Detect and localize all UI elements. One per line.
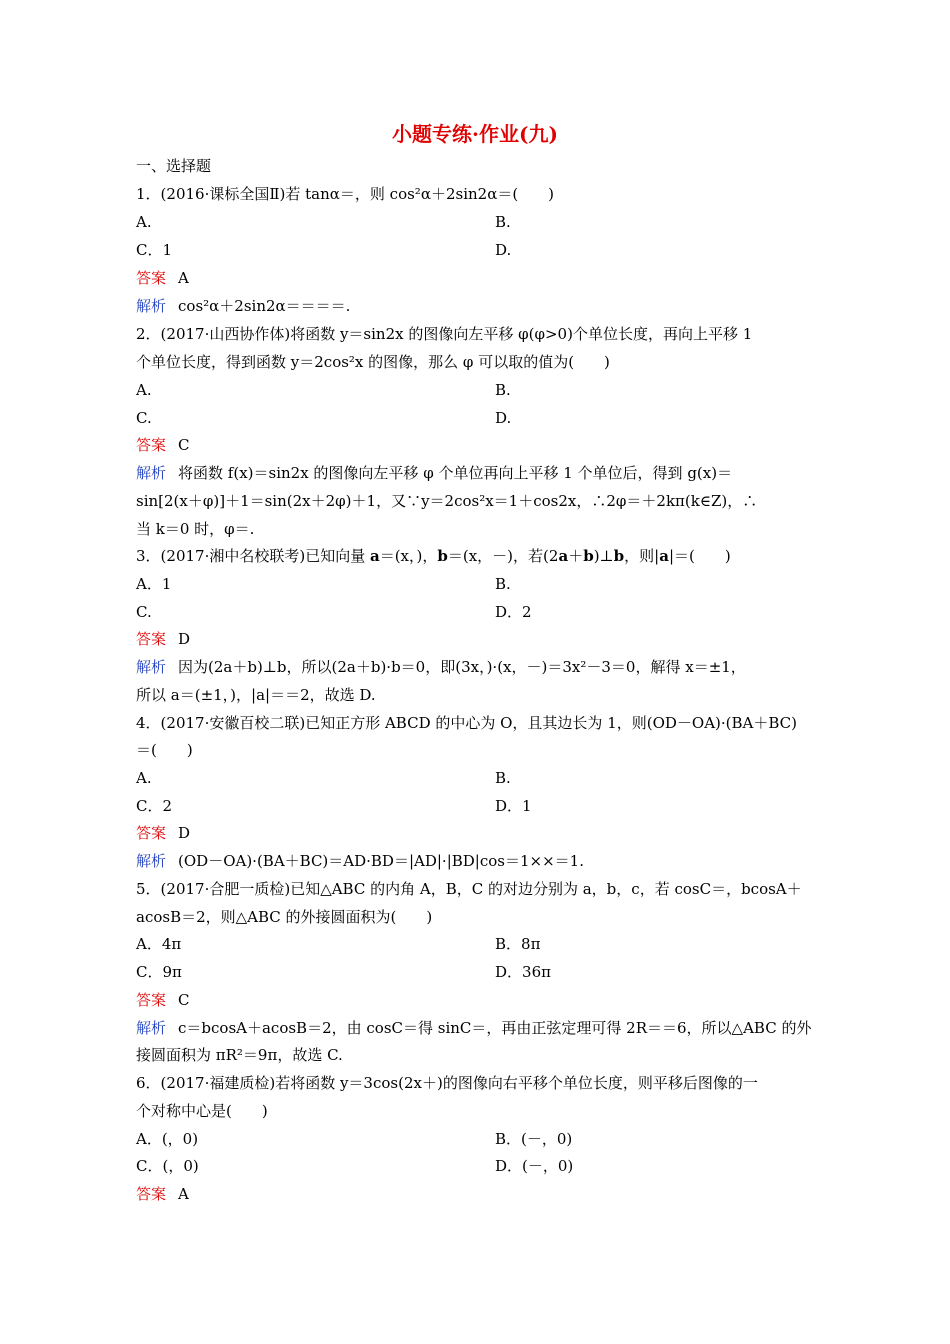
vector-b: b bbox=[583, 547, 594, 565]
analysis-label: 解析 bbox=[136, 1019, 167, 1037]
q3-answer-line bbox=[136, 629, 836, 651]
q3-stem-text: 3．(2017·湘中名校联考)已知向量 bbox=[136, 547, 370, 565]
q2-analysis-1: 将函数 f(x)＝sin2x 的图像向左平移 φ 个单位再向上平移 1 个单位后，得到 g(x)＝ bbox=[178, 464, 733, 482]
answer-label: 答案 bbox=[136, 1185, 167, 1203]
q4-answer: D bbox=[178, 824, 191, 842]
q5-analysis-line-1 bbox=[136, 1018, 836, 1040]
analysis-label: 解析 bbox=[136, 297, 167, 315]
q6-option-c: C．(，0) bbox=[136, 1157, 199, 1175]
vector-b: b bbox=[613, 547, 625, 565]
q3-analysis-1: 因为(2a＋b)⊥b，所以(2a＋b)·b＝0，即(3x，)·(x，－)＝3x²－3＝0，解得 x＝±1， bbox=[178, 658, 746, 676]
q3-option-a: A．1 bbox=[136, 575, 172, 593]
q2-option-d: D. bbox=[495, 409, 512, 427]
q1-option-d: D. bbox=[495, 241, 512, 259]
q4-option-b: B. bbox=[495, 769, 511, 787]
q2-stem-1: 2．(2017·山西协作体)将函数 y＝sin2x 的图像向左平移 φ(φ>0)个单位长度，再向上平移 1 bbox=[136, 325, 753, 343]
q3-stem-text: ，则| bbox=[624, 547, 660, 565]
q1-option-c: C．1 bbox=[136, 241, 173, 259]
q3-option-b: B. bbox=[495, 575, 511, 593]
vector-a: a bbox=[558, 547, 569, 565]
analysis-label: 解析 bbox=[136, 658, 167, 676]
q2-analysis-line-1 bbox=[136, 463, 836, 485]
q5-analysis-2: 接圆面积为 πR²＝9π，故选 C. bbox=[136, 1046, 343, 1064]
analysis-label: 解析 bbox=[136, 852, 167, 870]
q2-analysis-2: sin[2(x＋φ)]＋1＝sin(2x＋2φ)＋1，又∵y＝2cos²x＝1＋cos2x，∴2φ＝＋2kπ(k∈Z)，∴ bbox=[136, 492, 758, 510]
q4-stem-2: ＝( ) bbox=[136, 741, 193, 759]
q1-stem: 1．(2016·课标全国Ⅱ)若 tanα＝，则 cos²α＋2sin2α＝( ) bbox=[136, 185, 555, 203]
analysis-label: 解析 bbox=[136, 464, 167, 482]
q4-analysis: (OD－OA)·(BA＋BC)＝AD·BD＝|AD|·|BD|cos＝1××＝1. bbox=[178, 852, 584, 870]
vector-b: b bbox=[437, 547, 448, 565]
q6-option-b: B．(－，0) bbox=[495, 1130, 573, 1148]
q3-answer: D bbox=[178, 630, 191, 648]
q3-option-c: C. bbox=[136, 603, 152, 621]
q3-option-d: D．2 bbox=[495, 603, 532, 621]
q3-stem-text: )⊥ bbox=[593, 547, 614, 565]
q2-option-b: B. bbox=[495, 381, 511, 399]
vector-a: a bbox=[659, 547, 669, 565]
q1-analysis-line bbox=[136, 296, 836, 318]
q5-option-c: C．9π bbox=[136, 963, 182, 981]
q5-option-a: A．4π bbox=[136, 935, 182, 953]
answer-label: 答案 bbox=[136, 824, 167, 842]
q2-stem-2: 个单位长度，得到函数 y＝2cos²x 的图像，那么 φ 可以取的值为( ) bbox=[136, 353, 610, 371]
q1-analysis: cos²α＋2sin2α＝＝＝＝. bbox=[178, 297, 351, 315]
q6-option-d: D．(－，0) bbox=[495, 1157, 574, 1175]
q1-option-a: A. bbox=[136, 213, 152, 231]
answer-label: 答案 bbox=[136, 436, 167, 454]
q3-stem bbox=[136, 546, 836, 568]
q1-answer-line bbox=[136, 268, 836, 290]
section-heading: 一、选择题 bbox=[136, 157, 212, 175]
q1-option-b: B. bbox=[495, 213, 511, 231]
answer-label: 答案 bbox=[136, 269, 167, 287]
q6-stem-2: 个对称中心是( ) bbox=[136, 1102, 268, 1120]
q3-analysis-2: 所以 a＝(±1，)，|a|＝＝2，故选 D. bbox=[136, 686, 376, 704]
q2-analysis-3: 当 k＝0 时，φ＝. bbox=[136, 520, 255, 538]
q2-answer: C bbox=[178, 436, 190, 454]
q4-option-d: D．1 bbox=[495, 797, 532, 815]
q4-option-a: A. bbox=[136, 769, 152, 787]
q1-answer: A bbox=[178, 269, 189, 287]
q6-answer: A bbox=[178, 1185, 189, 1203]
q2-option-a: A. bbox=[136, 381, 152, 399]
vector-a: a bbox=[369, 547, 380, 565]
q2-option-c: C. bbox=[136, 409, 152, 427]
q6-option-a: A．(，0) bbox=[136, 1130, 199, 1148]
q4-answer-line bbox=[136, 823, 836, 845]
q5-option-b: B．8π bbox=[495, 935, 541, 953]
q5-option-d: D．36π bbox=[495, 963, 551, 981]
page-title: 小题专练·作业(九) bbox=[392, 122, 558, 146]
q2-answer-line bbox=[136, 435, 836, 457]
q3-stem-text: ＝(x，)， bbox=[379, 547, 438, 565]
q5-answer: C bbox=[178, 991, 190, 1009]
answer-label: 答案 bbox=[136, 991, 167, 1009]
q6-stem-1: 6．(2017·福建质检)若将函数 y＝3cos(2x＋)的图像向右平移个单位长度，则平移后图像的一 bbox=[136, 1074, 758, 1092]
q4-stem-1: 4．(2017·安徽百校二联)已知正方形 ABCD 的中心为 O，且其边长为 1，则(OD－OA)·(BA＋BC) bbox=[136, 714, 798, 732]
q3-stem-text: |＝( ) bbox=[668, 547, 731, 565]
q6-answer-line bbox=[136, 1184, 836, 1206]
answer-label: 答案 bbox=[136, 630, 167, 648]
q3-stem-text: ＝(x，－)，若(2 bbox=[447, 547, 559, 565]
q5-analysis-1: c＝bcosA＋acosB＝2，由 cosC＝得 sinC＝，再由正弦定理可得 2R＝＝6，所以△ABC 的外 bbox=[178, 1019, 812, 1037]
q3-stem-text: ＋ bbox=[568, 547, 584, 565]
q4-analysis-line bbox=[136, 851, 836, 873]
q5-stem-1: 5．(2017·合肥一质检)已知△ABC 的内角 A，B，C 的对边分别为 a，b，c，若 cosC＝，bcosA＋ bbox=[136, 880, 802, 898]
q4-option-c: C．2 bbox=[136, 797, 173, 815]
q3-analysis-line-1 bbox=[136, 657, 836, 679]
q5-stem-2: acosB＝2，则△ABC 的外接圆面积为( ) bbox=[136, 908, 433, 926]
q5-answer-line bbox=[136, 990, 836, 1012]
